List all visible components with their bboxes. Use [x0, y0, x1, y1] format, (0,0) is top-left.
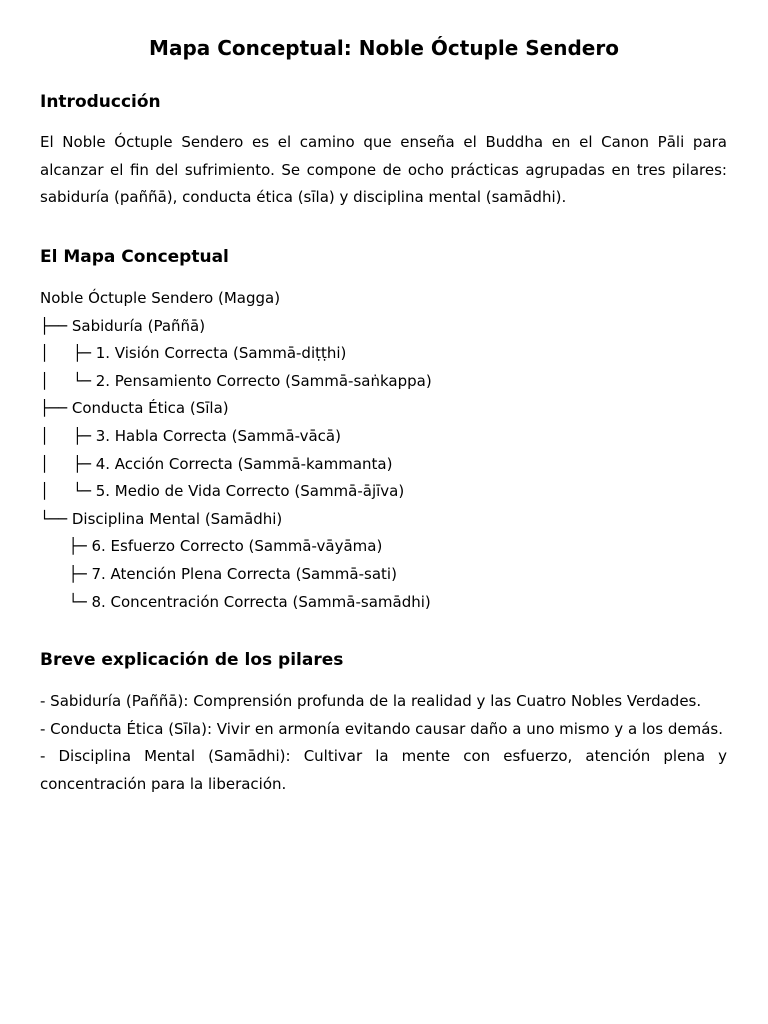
tree-node-label: Noble Óctuple Sendero (Magga) [40, 289, 281, 307]
tree-practice-5 [40, 478, 727, 506]
tree-connector: │ └─ [40, 482, 96, 501]
tree-practice-4 [40, 451, 727, 479]
tree-pillar-panna [40, 313, 727, 341]
tree-connector: └── [40, 509, 72, 528]
tree-practice-6 [40, 533, 727, 561]
tree-practice-8 [40, 589, 727, 617]
tree-node-label: 8. Concentración Correcta (Sammā-samādhi) [91, 592, 431, 611]
tree-node-label: Disciplina Mental (Samādhi) [71, 509, 283, 528]
tree-node-label: 4. Acción Correcta (Sammā-kammanta) [95, 454, 393, 473]
tree-practice-7 [40, 561, 727, 589]
tree-connector: ├── [40, 316, 72, 335]
tree-practice-2 [40, 368, 727, 396]
tree-node-label: 1. Visión Correcta (Sammā-diṭṭhi) [95, 344, 347, 363]
tree-connector: │ ├─ [40, 344, 96, 363]
pillars-list [40, 688, 727, 798]
tree-connector: └─ [40, 592, 92, 611]
pillar-explanation-samadhi: - Disciplina Mental (Samādhi): Cultivar la mente con esfuerzo, atención plena y concentración para la liberación. [40, 747, 727, 793]
tree-node-label: 3. Habla Correcta (Sammā-vācā) [95, 426, 341, 445]
pillars-heading: Breve explicación de los pilares [40, 650, 344, 670]
tree-node-label: 2. Pensamiento Correcto (Sammā-saṅkappa) [95, 371, 432, 390]
intro-heading: Introducción [40, 92, 161, 112]
tree-node-label: Conducta Ética (Sīla) [71, 399, 229, 418]
tree-node-label: 7. Atención Plena Correcta (Sammā-sati) [91, 564, 397, 583]
tree-practice-1 [40, 340, 727, 368]
tree-node-label: 6. Esfuerzo Correcto (Sammā-vāyāma) [91, 537, 383, 556]
intro-paragraph: El Noble Óctuple Sendero es el camino que enseña el Buddha en el Canon Pāli para alcanzar el fin del sufrimiento. Se compone de ocho prácticas agrupadas en tres pilares: sabiduría (paññā), conducta ética (sīla) y disciplina mental (samādhi). [40, 133, 727, 206]
map-heading: El Mapa Conceptual [40, 247, 229, 267]
pillar-explanation-sila: - Conducta Ética (Sīla): Vivir en armonía evitando causar daño a uno mismo y a los demás. [40, 719, 723, 738]
tree-pillar-sila [40, 395, 727, 423]
tree-connector: │ ├─ [40, 426, 96, 445]
document-title: Mapa Conceptual: Noble Óctuple Sendero [149, 36, 619, 60]
tree-connector: ├── [40, 399, 72, 418]
tree-connector: │ └─ [40, 371, 96, 390]
tree-practice-3 [40, 423, 727, 451]
tree-root [40, 285, 727, 313]
tree-node-label: Sabiduría (Paññā) [71, 316, 206, 335]
tree-pillar-samadhi [40, 506, 727, 534]
concept-map-tree [40, 285, 727, 616]
tree-connector: ├─ [40, 564, 92, 583]
tree-connector: │ ├─ [40, 454, 96, 473]
tree-connector: ├─ [40, 537, 92, 556]
tree-node-label: 5. Medio de Vida Correcto (Sammā-ājīva) [95, 482, 405, 501]
pillar-explanation-panna: - Sabiduría (Paññā): Comprensión profunda de la realidad y las Cuatro Nobles Verdades. [40, 692, 702, 710]
